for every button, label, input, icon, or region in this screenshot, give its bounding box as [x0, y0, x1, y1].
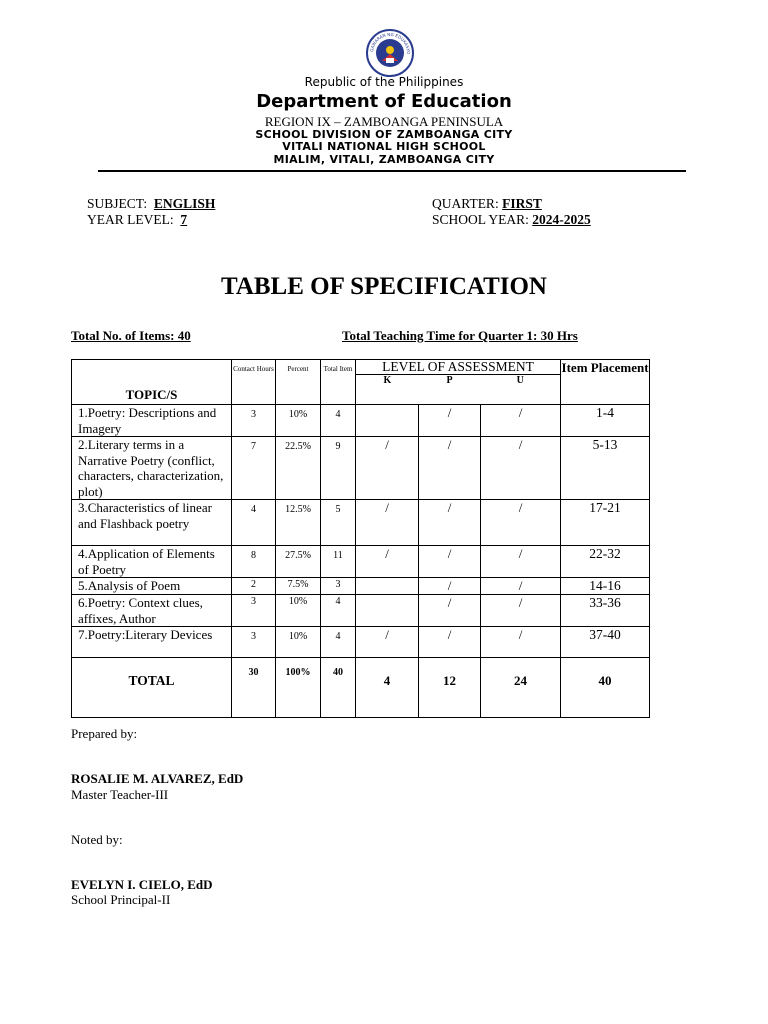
row-placement: 1-4 — [561, 405, 650, 437]
specification-table — [71, 359, 650, 718]
table-row — [72, 595, 650, 627]
row-items: 9 — [321, 437, 356, 500]
noted-by-name: EVELYN I. CIELO, EdD — [71, 877, 213, 892]
table-row — [72, 405, 650, 437]
year-level-label: YEAR LEVEL: — [87, 212, 174, 227]
header-k: K — [383, 375, 392, 386]
row-k: / — [356, 500, 419, 546]
row-hours: 8 — [232, 546, 276, 578]
row-topic: 3.Characteristics of linear and Flashback poetry — [72, 500, 232, 546]
row-p: / — [419, 546, 481, 578]
row-u: / — [481, 500, 561, 546]
row-placement: 22-32 — [561, 546, 650, 578]
row-items: 4 — [321, 595, 356, 627]
noted-by-title: School Principal-II — [71, 892, 171, 907]
table-row — [72, 500, 650, 546]
row-u: / — [481, 595, 561, 627]
row-items: 11 — [321, 546, 356, 578]
row-placement: 14-16 — [561, 578, 650, 595]
row-k — [356, 595, 419, 627]
row-p: / — [419, 405, 481, 437]
header-item-placement: Item Placement — [561, 360, 650, 405]
total-hours: 30 — [232, 658, 276, 718]
row-percent: 22.5% — [276, 437, 321, 500]
total-p: 12 — [419, 658, 481, 718]
row-percent: 27.5% — [276, 546, 321, 578]
header-divider — [98, 170, 686, 172]
quarter-line — [432, 196, 542, 212]
row-placement: 33-36 — [561, 595, 650, 627]
table-header-row — [72, 360, 650, 405]
row-hours: 2 — [232, 578, 276, 595]
row-items: 4 — [321, 627, 356, 658]
row-hours: 3 — [232, 627, 276, 658]
school-year-value: 2024-2025 — [532, 212, 591, 227]
table-row — [72, 437, 650, 500]
table-row — [72, 546, 650, 578]
subject-label: SUBJECT: — [87, 196, 148, 211]
row-percent: 10% — [276, 595, 321, 627]
row-hours: 7 — [232, 437, 276, 500]
address-line: MIALIM, VITALI, ZAMBOANGA CITY — [273, 153, 495, 166]
row-topic: 4.Application of Elements of Poetry — [72, 546, 232, 578]
row-hours: 3 — [232, 595, 276, 627]
seal-text: GAWARAN NG EDUKASYO — [368, 31, 412, 55]
total-percent: 100% — [276, 658, 321, 718]
table-total-row — [72, 658, 650, 718]
total-items-cell: 40 — [321, 658, 356, 718]
table-row — [72, 578, 650, 595]
row-percent: 10% — [276, 405, 321, 437]
department-title: Department of Education — [256, 91, 512, 112]
row-hours: 4 — [232, 500, 276, 546]
noted-by-label: Noted by: — [71, 832, 123, 847]
total-u: 24 — [481, 658, 561, 718]
quarter-value: FIRST — [502, 196, 542, 211]
school-year-label: SCHOOL YEAR: — [432, 212, 529, 227]
row-u: / — [481, 546, 561, 578]
year-level-line — [87, 212, 187, 228]
row-u: / — [481, 578, 561, 595]
total-items: Total No. of Items: 40 — [71, 328, 191, 343]
row-k — [356, 578, 419, 595]
total-placement: 40 — [561, 658, 650, 718]
division-line: SCHOOL DIVISION OF ZAMBOANGA CITY — [255, 128, 513, 141]
row-topic: 6.Poetry: Context clues, affixes, Author — [72, 595, 232, 627]
row-p: / — [419, 500, 481, 546]
row-u: / — [481, 405, 561, 437]
total-teaching-time: Total Teaching Time for Quarter 1: 30 Hrs — [342, 328, 578, 343]
school-line: VITALI NATIONAL HIGH SCHOOL — [282, 140, 486, 153]
school-year-line — [432, 212, 591, 228]
header-level-of-assessment — [356, 360, 561, 405]
level-title: LEVEL OF ASSESSMENT — [356, 360, 560, 375]
row-topic: 1.Poetry: Descriptions and Imagery — [72, 405, 232, 437]
row-placement: 37-40 — [561, 627, 650, 658]
header-p: P — [446, 375, 453, 386]
row-items: 4 — [321, 405, 356, 437]
header-contact-hours: Contact Hours — [232, 360, 276, 405]
prepared-by-title: Master Teacher-III — [71, 787, 169, 802]
row-k: / — [356, 627, 419, 658]
subject-line — [87, 196, 215, 212]
row-percent: 7.5% — [276, 578, 321, 595]
prepared-by-label: Prepared by: — [71, 726, 138, 741]
row-percent: 12.5% — [276, 500, 321, 546]
row-p: / — [419, 627, 481, 658]
row-placement: 5-13 — [561, 437, 650, 500]
row-hours: 3 — [232, 405, 276, 437]
region-line: REGION IX – ZAMBOANGA PENINSULA — [264, 114, 504, 129]
header-topic: TOPIC/S — [72, 360, 232, 405]
row-k: / — [356, 437, 419, 500]
row-topic: 5.Analysis of Poem — [72, 578, 232, 595]
row-p: / — [419, 578, 481, 595]
header-total-item: Total Item — [321, 360, 356, 405]
quarter-label: QUARTER: — [432, 196, 499, 211]
republic-line: Republic of the Philippines — [304, 75, 464, 89]
year-level-value: 7 — [180, 212, 188, 227]
row-p: / — [419, 437, 481, 500]
row-u: / — [481, 437, 561, 500]
row-k: / — [356, 546, 419, 578]
header-percent: Percent — [276, 360, 321, 405]
total-k: 4 — [356, 658, 419, 718]
row-placement: 17-21 — [561, 500, 650, 546]
prepared-by-name: ROSALIE M. ALVAREZ, EdD — [71, 771, 244, 786]
row-topic: 7.Poetry:Literary Devices — [72, 627, 232, 658]
row-k — [356, 405, 419, 437]
total-label: TOTAL — [72, 658, 232, 718]
subject-value: ENGLISH — [153, 196, 216, 211]
row-items: 5 — [321, 500, 356, 546]
row-topic: 2.Literary terms in a Narrative Poetry (conflict, characters, characterization, plot) — [72, 437, 232, 500]
table-row — [72, 627, 650, 658]
header-u: U — [516, 375, 524, 386]
row-u: / — [481, 627, 561, 658]
row-percent: 10% — [276, 627, 321, 658]
document-title: TABLE OF SPECIFICATION — [221, 273, 547, 300]
deped-seal-logo — [365, 28, 415, 78]
row-items: 3 — [321, 578, 356, 595]
row-p: / — [419, 595, 481, 627]
